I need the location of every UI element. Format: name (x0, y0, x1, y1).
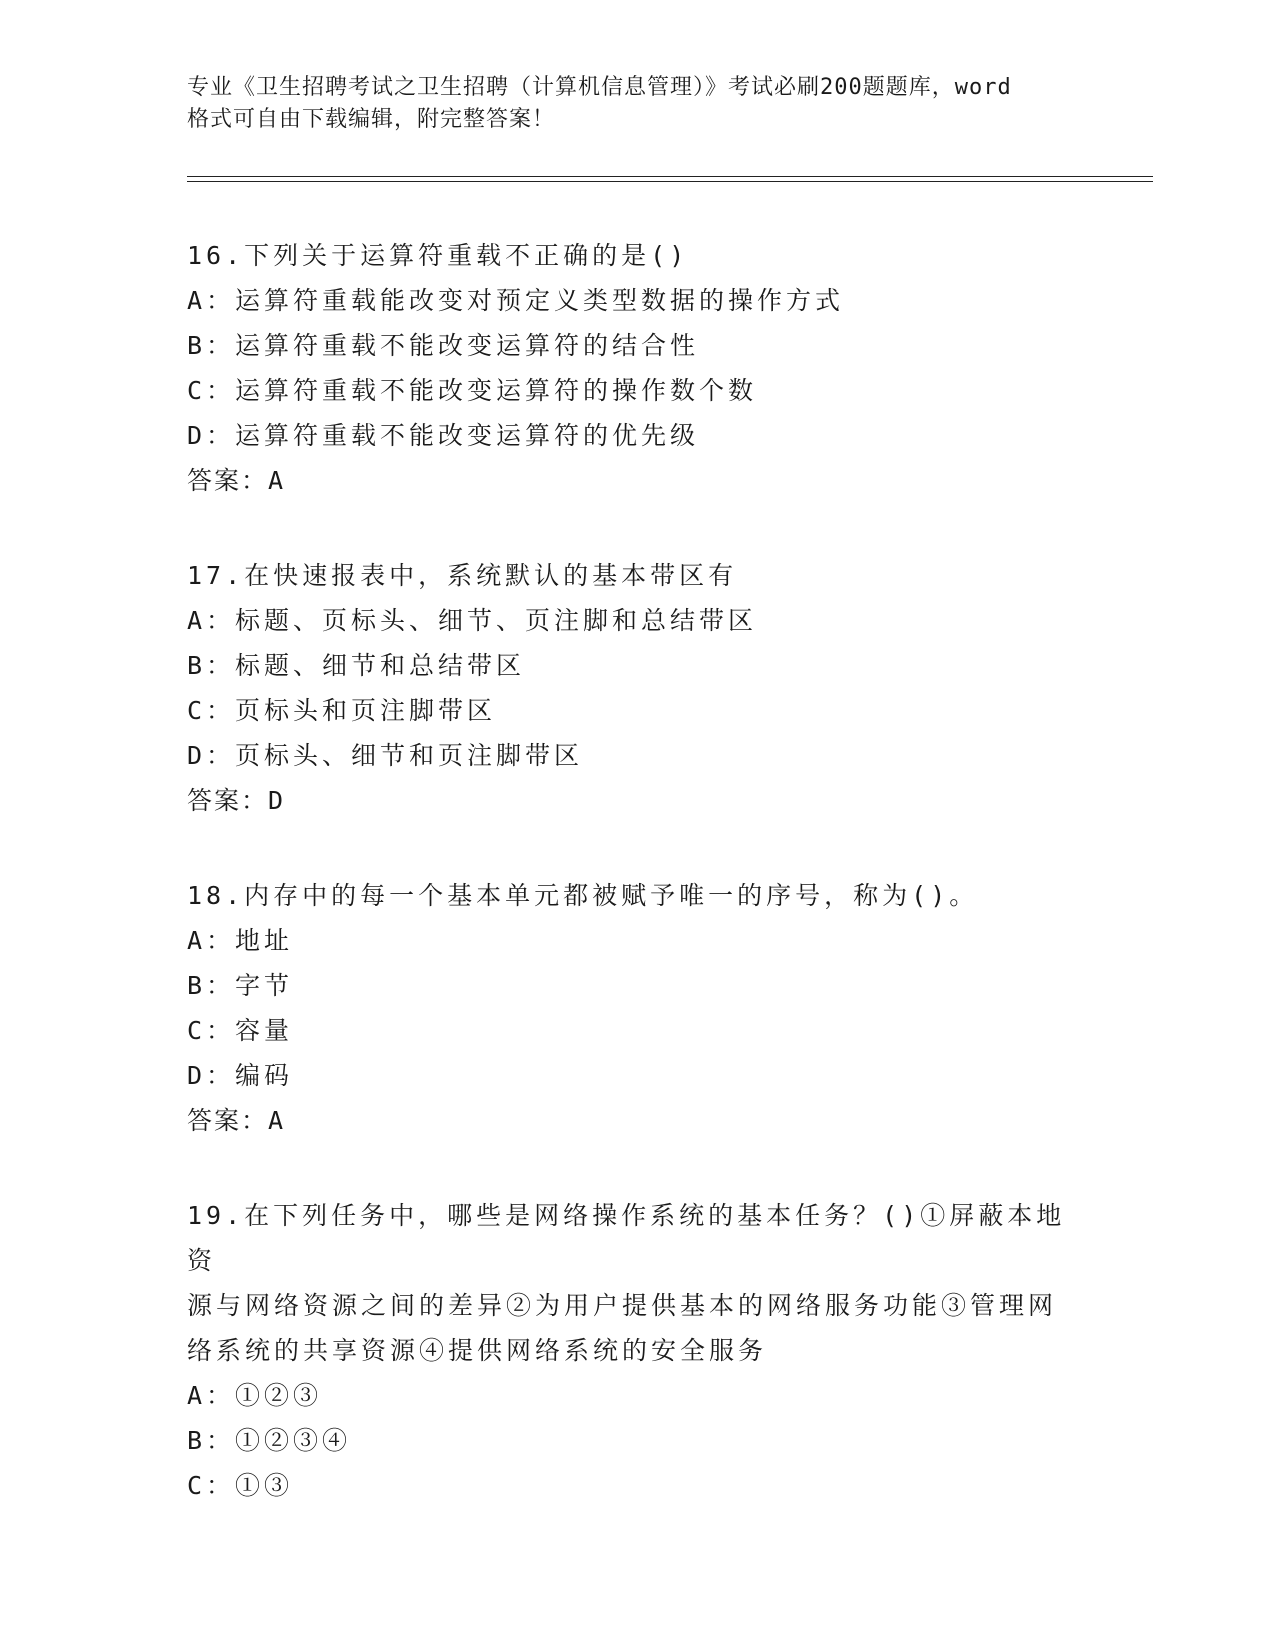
option-c: C：页标头和页注脚带区 (187, 696, 497, 725)
question-stem: 18.内存中的每一个基本单元都被赋予唯一的序号，称为()。 (187, 881, 979, 910)
question-stem: 17.在快速报表中，系统默认的基本带区有 (187, 561, 738, 590)
option-b: B：运算符重载不能改变运算符的结合性 (187, 331, 700, 360)
question-16 (187, 233, 1087, 503)
answer: 答案：A (187, 466, 286, 495)
option-b: B：标题、细节和总结带区 (187, 651, 526, 680)
option-c: C：运算符重载不能改变运算符的操作数个数 (187, 376, 758, 405)
option-a: A：①②③ (187, 1381, 323, 1410)
question-stem-line-3: 络系统的共享资源④提供网络系统的安全服务 (187, 1336, 768, 1365)
answer: 答案：A (187, 1106, 286, 1135)
option-b: B：字节 (187, 971, 294, 1000)
option-a: A：标题、页标头、细节、页注脚和总结带区 (187, 606, 758, 635)
question-17 (187, 553, 1087, 823)
option-a: A：地址 (187, 926, 294, 955)
document-header (187, 72, 1087, 136)
question-stem-line-1: 19.在下列任务中，哪些是网络操作系统的基本任务？()①屏蔽本地资 (187, 1201, 1066, 1275)
question-18 (187, 873, 1087, 1143)
question-stem: 16.下列关于运算符重载不正确的是() (187, 241, 689, 270)
question-19 (187, 1193, 1087, 1508)
header-line-2: 格式可自由下载编辑，附完整答案！ (187, 107, 556, 132)
option-c: C：①③ (187, 1471, 294, 1500)
header-line-1: 专业《卫生招聘考试之卫生招聘（计算机信息管理）》考试必刷200题题库，word (187, 75, 1012, 100)
header-divider-bottom (187, 181, 1153, 182)
option-b: B：①②③④ (187, 1426, 352, 1455)
option-a: A：运算符重载能改变对预定义类型数据的操作方式 (187, 286, 845, 315)
option-d: D：编码 (187, 1061, 294, 1090)
option-c: C：容量 (187, 1016, 294, 1045)
option-d: D：运算符重载不能改变运算符的优先级 (187, 421, 700, 450)
answer: 答案：D (187, 786, 286, 815)
question-stem-line-2: 源与网络资源之间的差异②为用户提供基本的网络服务功能③管理网 (187, 1291, 1058, 1320)
option-d: D：页标头、细节和页注脚带区 (187, 741, 584, 770)
header-divider-top (187, 176, 1153, 177)
